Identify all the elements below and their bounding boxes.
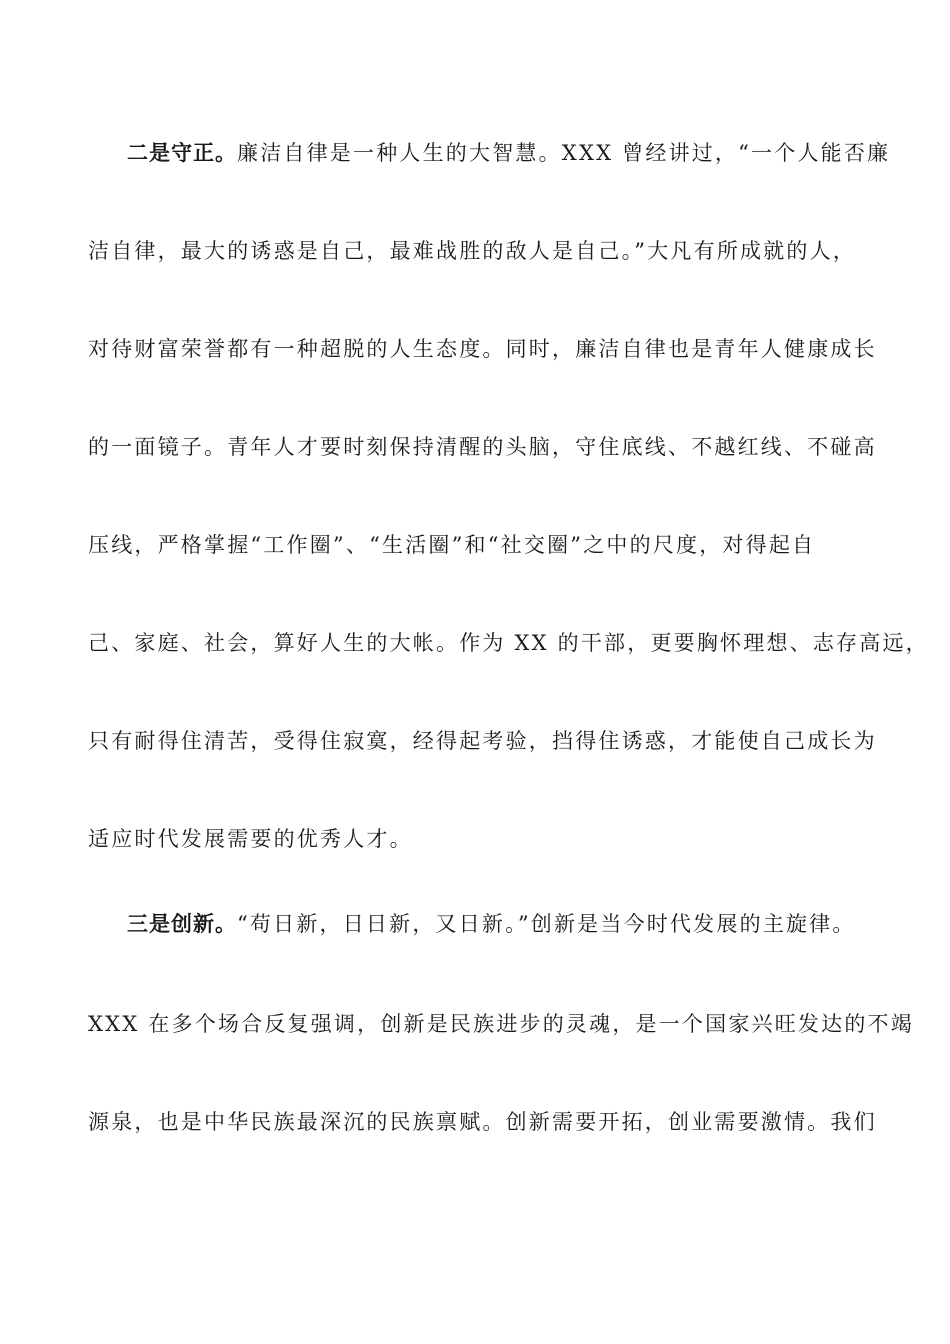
paragraph-1-line-1: [127, 138, 927, 168]
paragraph-2-heading: 三是创新。: [127, 912, 237, 936]
paragraph-1-line-5: 压线，严格掌握“工作圈”、“生活圈”和“社交圈”之中的尺度，对得起自: [88, 533, 816, 557]
paragraph-1-line-6: 己、家庭、社会，算好人生的大帐。作为 XX 的干部，更要胸怀理想、志存高远，: [88, 631, 929, 655]
paragraph-2-line-3: 源泉，也是中华民族最深沉的民族禀赋。创新需要开拓，创业需要激情。我们: [88, 1110, 877, 1134]
paragraph-1-line-2: 洁自律，最大的诱惑是自己，最难战胜的敌人是自己。”大凡有所成就的人，: [88, 239, 857, 263]
paragraph-2-line-2: XXX 在多个场合反复强调，创新是民族进步的灵魂，是一个国家兴旺发达的不竭: [88, 1012, 914, 1036]
paragraph-1-line-8: 适应时代发展需要的优秀人才。: [88, 827, 413, 851]
paragraph-2-text: “苟日新，日日新，又日新。”创新是当今时代发展的主旋律。: [237, 912, 856, 936]
paragraph-1-line-4: 的一面镜子。青年人才要时刻保持清醒的头脑，守住底线、不越红线、不碰高: [88, 435, 877, 459]
paragraph-1-heading: 二是守正。: [127, 141, 237, 165]
paragraph-1-line-3: 对待财富荣誉都有一种超脱的人生态度。同时，廉洁自律也是青年人健康成长: [88, 337, 877, 361]
paragraph-2-line-1: [127, 909, 927, 939]
paragraph-1-text: 廉洁自律是一种人生的大智慧。XXX 曾经讲过，“一个人能否廉: [237, 141, 891, 165]
paragraph-1-line-7: 只有耐得住清苦，受得住寂寞，经得起考验，挡得住诱惑，才能使自己成长为: [88, 729, 877, 753]
